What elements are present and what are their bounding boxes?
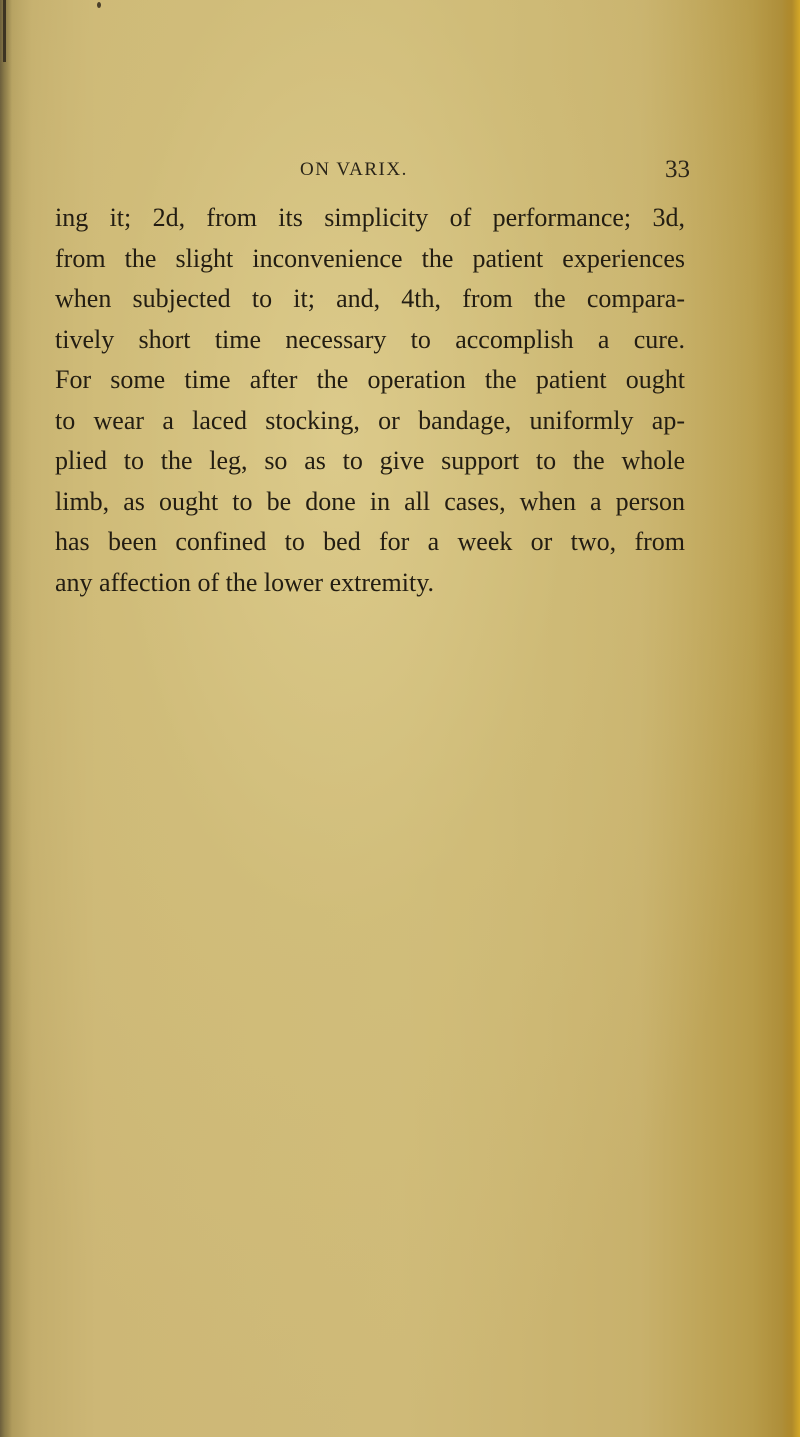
text-line: any affection of the lower extremity. (55, 567, 435, 597)
running-title: ON VARIX. (300, 159, 408, 180)
text-line: plied to the leg, so as to give support to the whole (55, 446, 685, 475)
text-line: limb, as ought to be done in all cases, when a person (55, 486, 685, 516)
text-line: ing it; 2d, from its simplicity of performance; 3d, (55, 203, 685, 232)
ink-speck (97, 2, 101, 8)
page-header (300, 156, 690, 189)
text-line: tively short time necessary to accomplish a cure. (55, 324, 685, 354)
body-paragraph (55, 198, 685, 603)
binding-edge (3, 0, 6, 62)
page-gutter-shadow (0, 0, 12, 1437)
text-line: when subjected to it; and, 4th, from the compara- (55, 284, 685, 313)
text-line: from the slight inconvenience the patient experiences (55, 243, 685, 273)
page-edge-stain (782, 0, 800, 1437)
page-number: 33 (665, 156, 690, 183)
text-line: has been confined to bed for a week or two, from (55, 527, 685, 556)
text-line: to wear a laced stocking, or bandage, uniformly ap- (55, 405, 685, 435)
text-line: For some time after the operation the patient ought (55, 365, 685, 394)
